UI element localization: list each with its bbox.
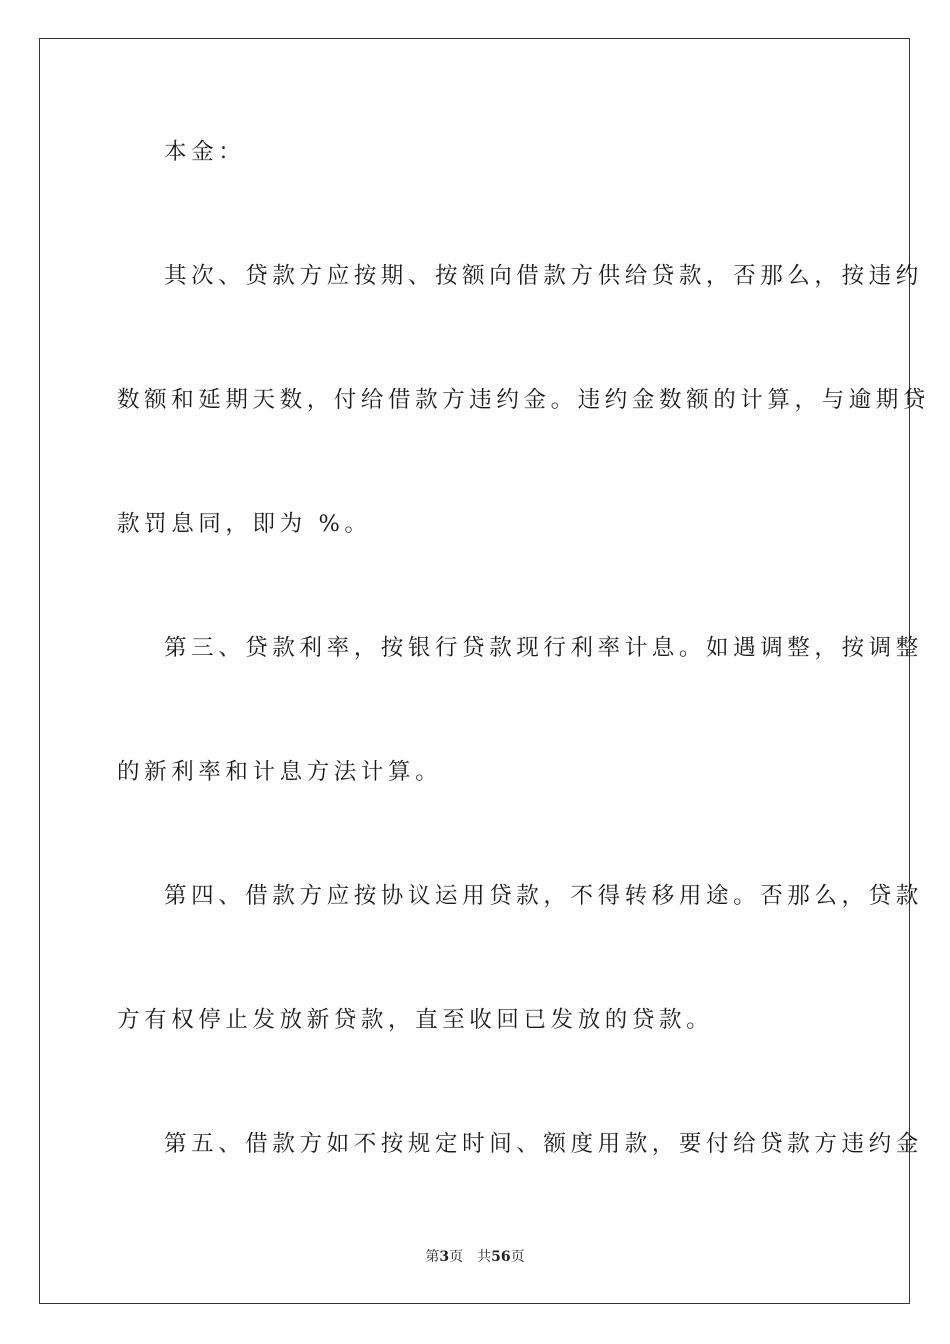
paragraph-line-7: 第四、借款方应按协议运用贷款，不得转移用途。否那么，贷款 — [164, 883, 923, 909]
footer-total-prefix: 共 — [477, 1249, 492, 1265]
paragraph-line-6: 的新利率和计息方法计算。 — [117, 759, 443, 785]
paragraph-line-1: 本金： — [164, 139, 246, 165]
paragraph-line-2: 其次、贷款方应按期、按额向借款方供给贷款，否那么，按违约 — [164, 263, 923, 289]
paragraph-line-4: 款罚息同，即为 %。 — [117, 511, 372, 537]
page-border — [39, 38, 910, 1304]
paragraph-line-9: 第五、借款方如不按规定时间、额度用款，要付给贷款方违约金 — [164, 1131, 923, 1157]
footer-page-number: 3 — [439, 1249, 450, 1265]
paragraph-line-5: 第三、贷款利率，按银行贷款现行利率计息。如遇调整，按调整 — [164, 635, 923, 661]
paragraph-line-3: 数额和延期天数，付给借款方违约金。违约金数额的计算，与逾期贷 — [117, 387, 931, 413]
page-footer — [0, 1248, 950, 1266]
footer-total-pages: 56 — [491, 1249, 511, 1265]
footer-total-suffix: 页 — [510, 1249, 525, 1265]
footer-page-prefix: 第 — [425, 1249, 440, 1265]
paragraph-line-8: 方有权停止发放新贷款，直至收回已发放的贷款。 — [117, 1007, 714, 1033]
footer-page-suffix: 页 — [449, 1249, 464, 1265]
